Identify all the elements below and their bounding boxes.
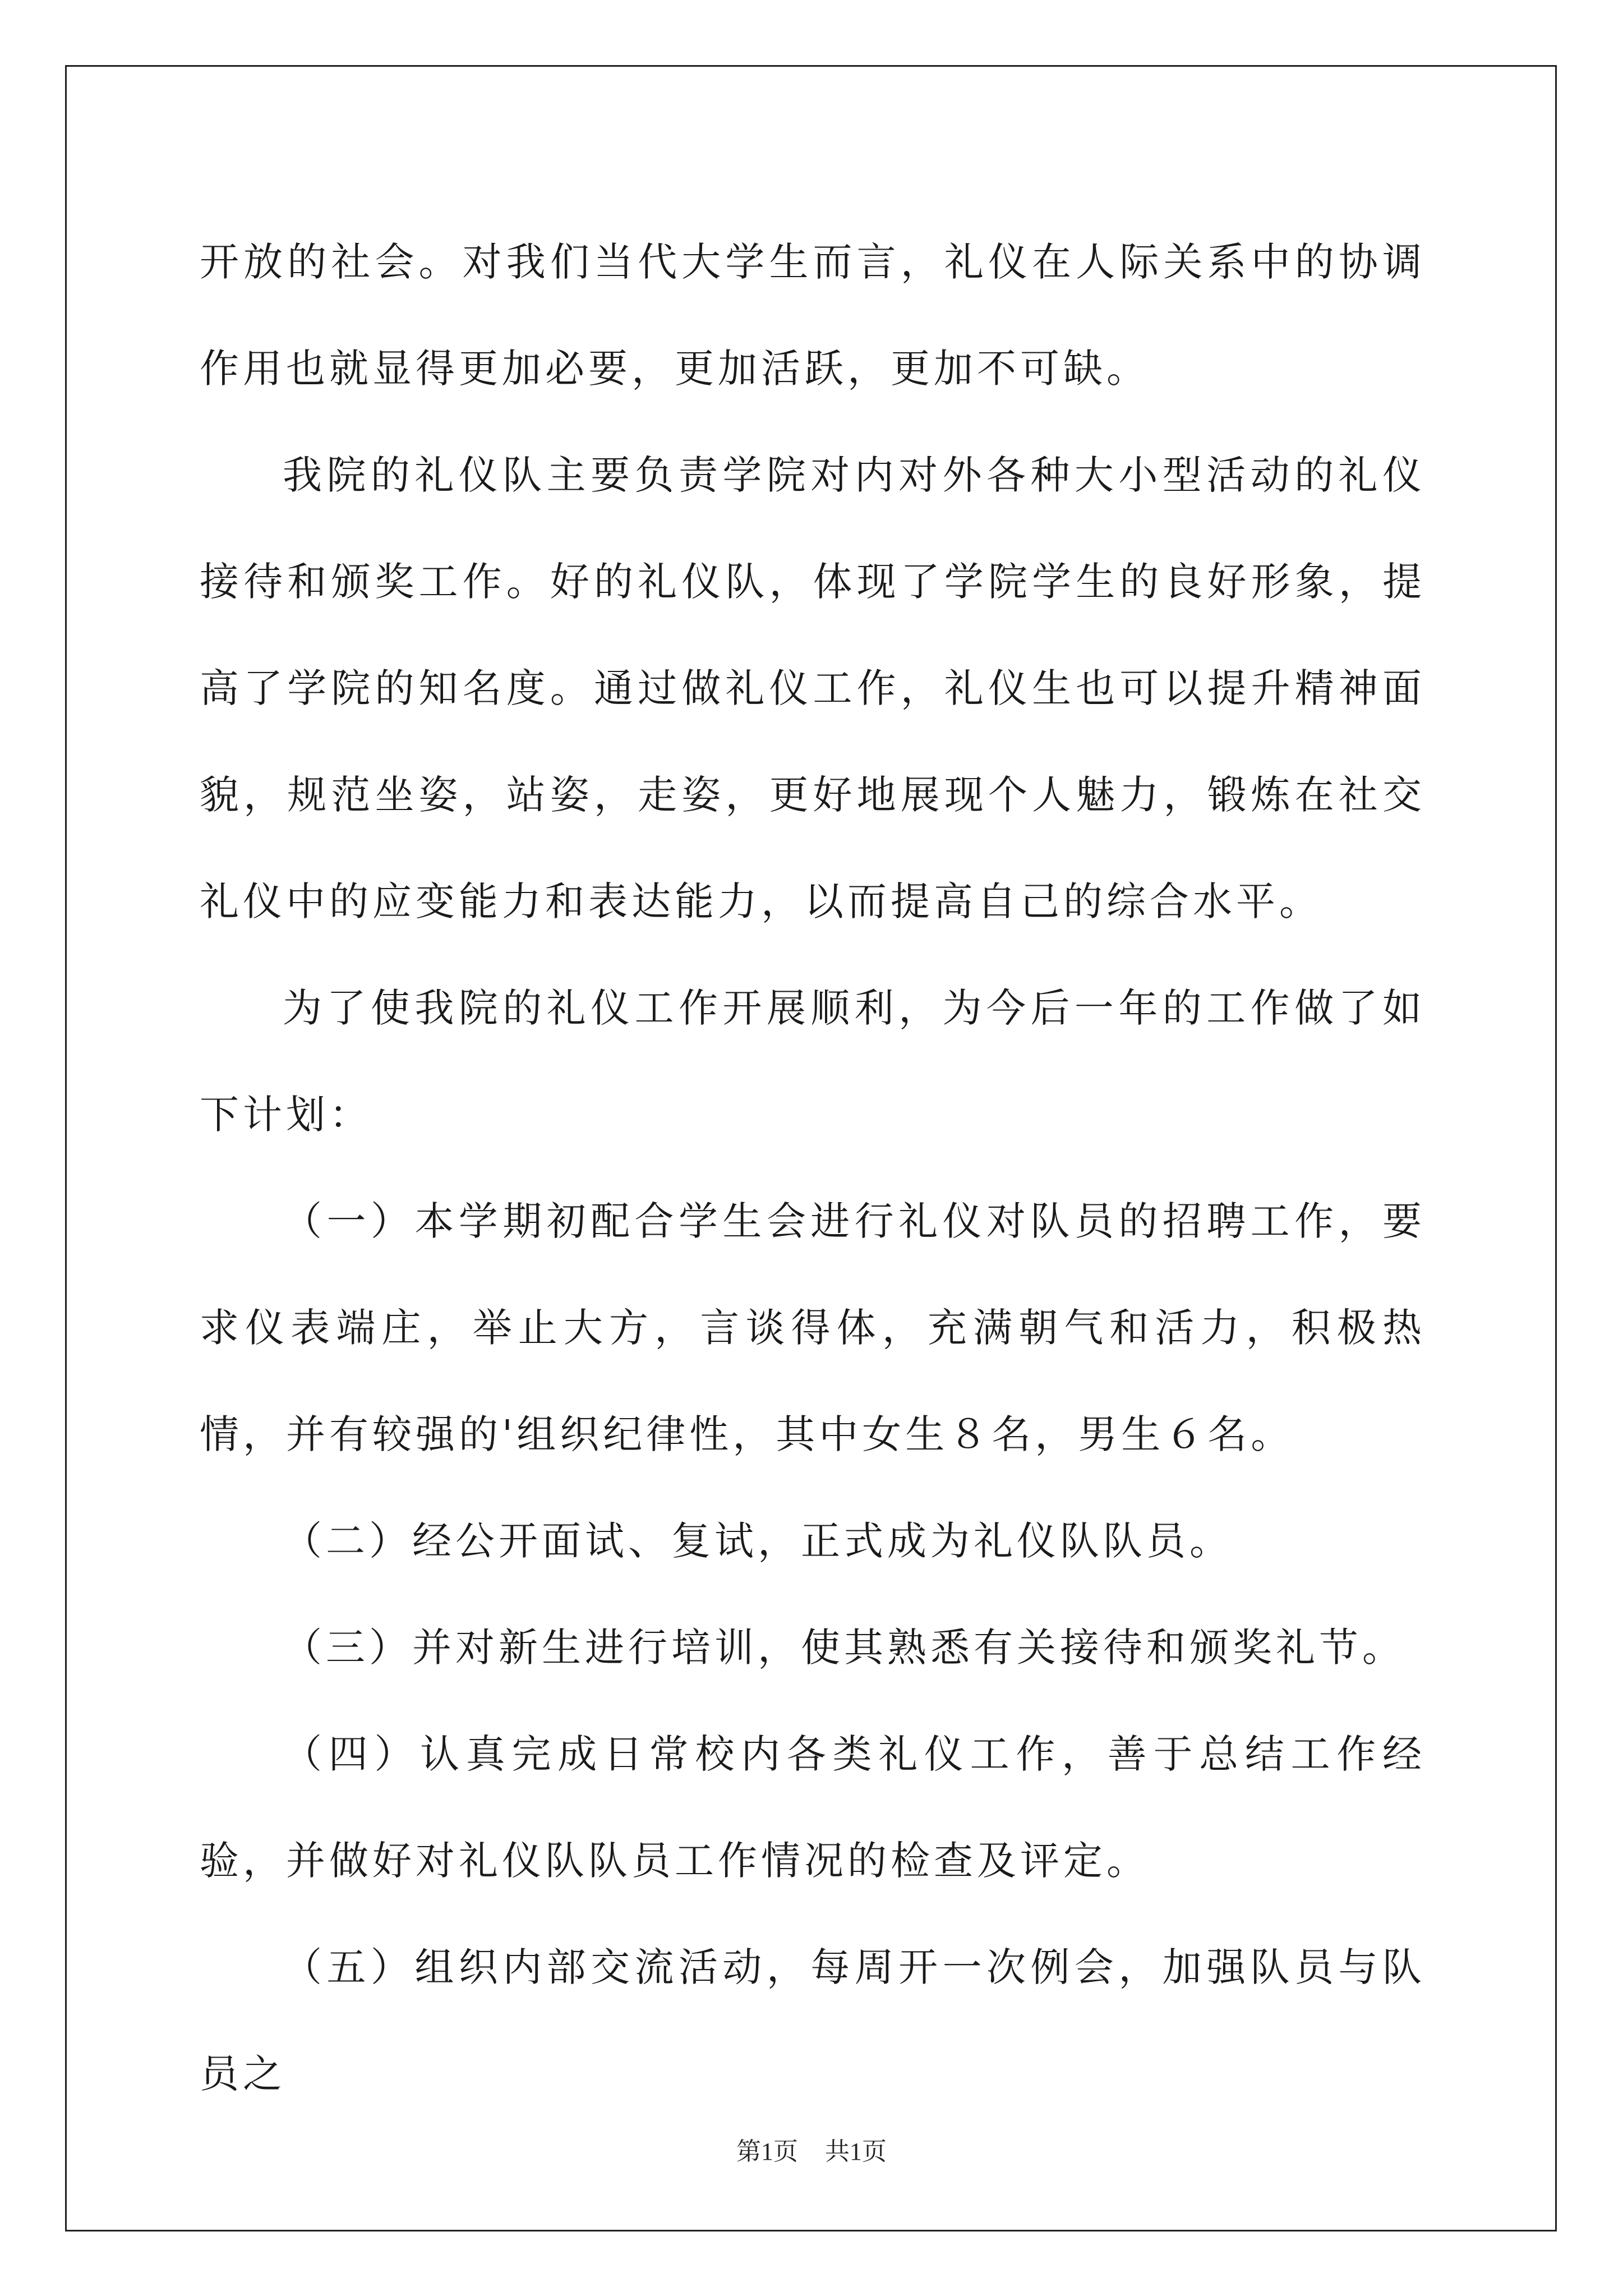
paragraph-8: （五）组织内部交流活动，每周开一次例会，加强队员与队员之 [200,1944,1426,2097]
paragraph-3: 为了使我院的礼仪工作开展顺利，为今后一年的工作做了如下计划： [200,985,1426,1138]
paragraph-7: （四）认真完成日常校内各类礼仪工作，善于总结工作经验，并做好对礼仪队队员工作情况的检查及评定。 [200,1731,1426,1884]
paragraph-5: （二）经公开面试、复试，正式成为礼仪队队员。 [283,1518,1233,1564]
paragraph-4: （一）本学期初配合学生会进行礼仪对队员的招聘工作，要求仪表端庄，举止大方，言谈得体，充满朝气和活力，积极热情，并有较强的'组织纪律性，其中女生８名，男生６名。 [200,1198,1426,1457]
page-footer [0,2135,1623,2169]
paragraph-2: 我院的礼仪队主要负责学院对内对外各种大小型活动的礼仪接待和颁奖工作。好的礼仪队，体现了学院学生的良好形象，提高了学院的知名度。通过做礼仪工作，礼仪生也可以提升精神面貌，规范坐姿，站姿，走姿，更好地展现个人魅力，锻炼在社交礼仪中的应变能力和表达能力，以而提高自己的综合水平。 [200,452,1426,924]
page-total: 共1页 [825,2138,887,2165]
paragraph-6: （三）并对新生进行培训，使其熟悉有关接待和颁奖礼节。 [283,1625,1405,1671]
page-number: 第1页 [736,2138,798,2165]
document-body [200,209,1426,2127]
paragraph-1: 开放的社会。对我们当代大学生而言，礼仪在人际关系中的协调作用也就显得更加必要，更加活跃，更加不可缺。 [200,239,1426,392]
